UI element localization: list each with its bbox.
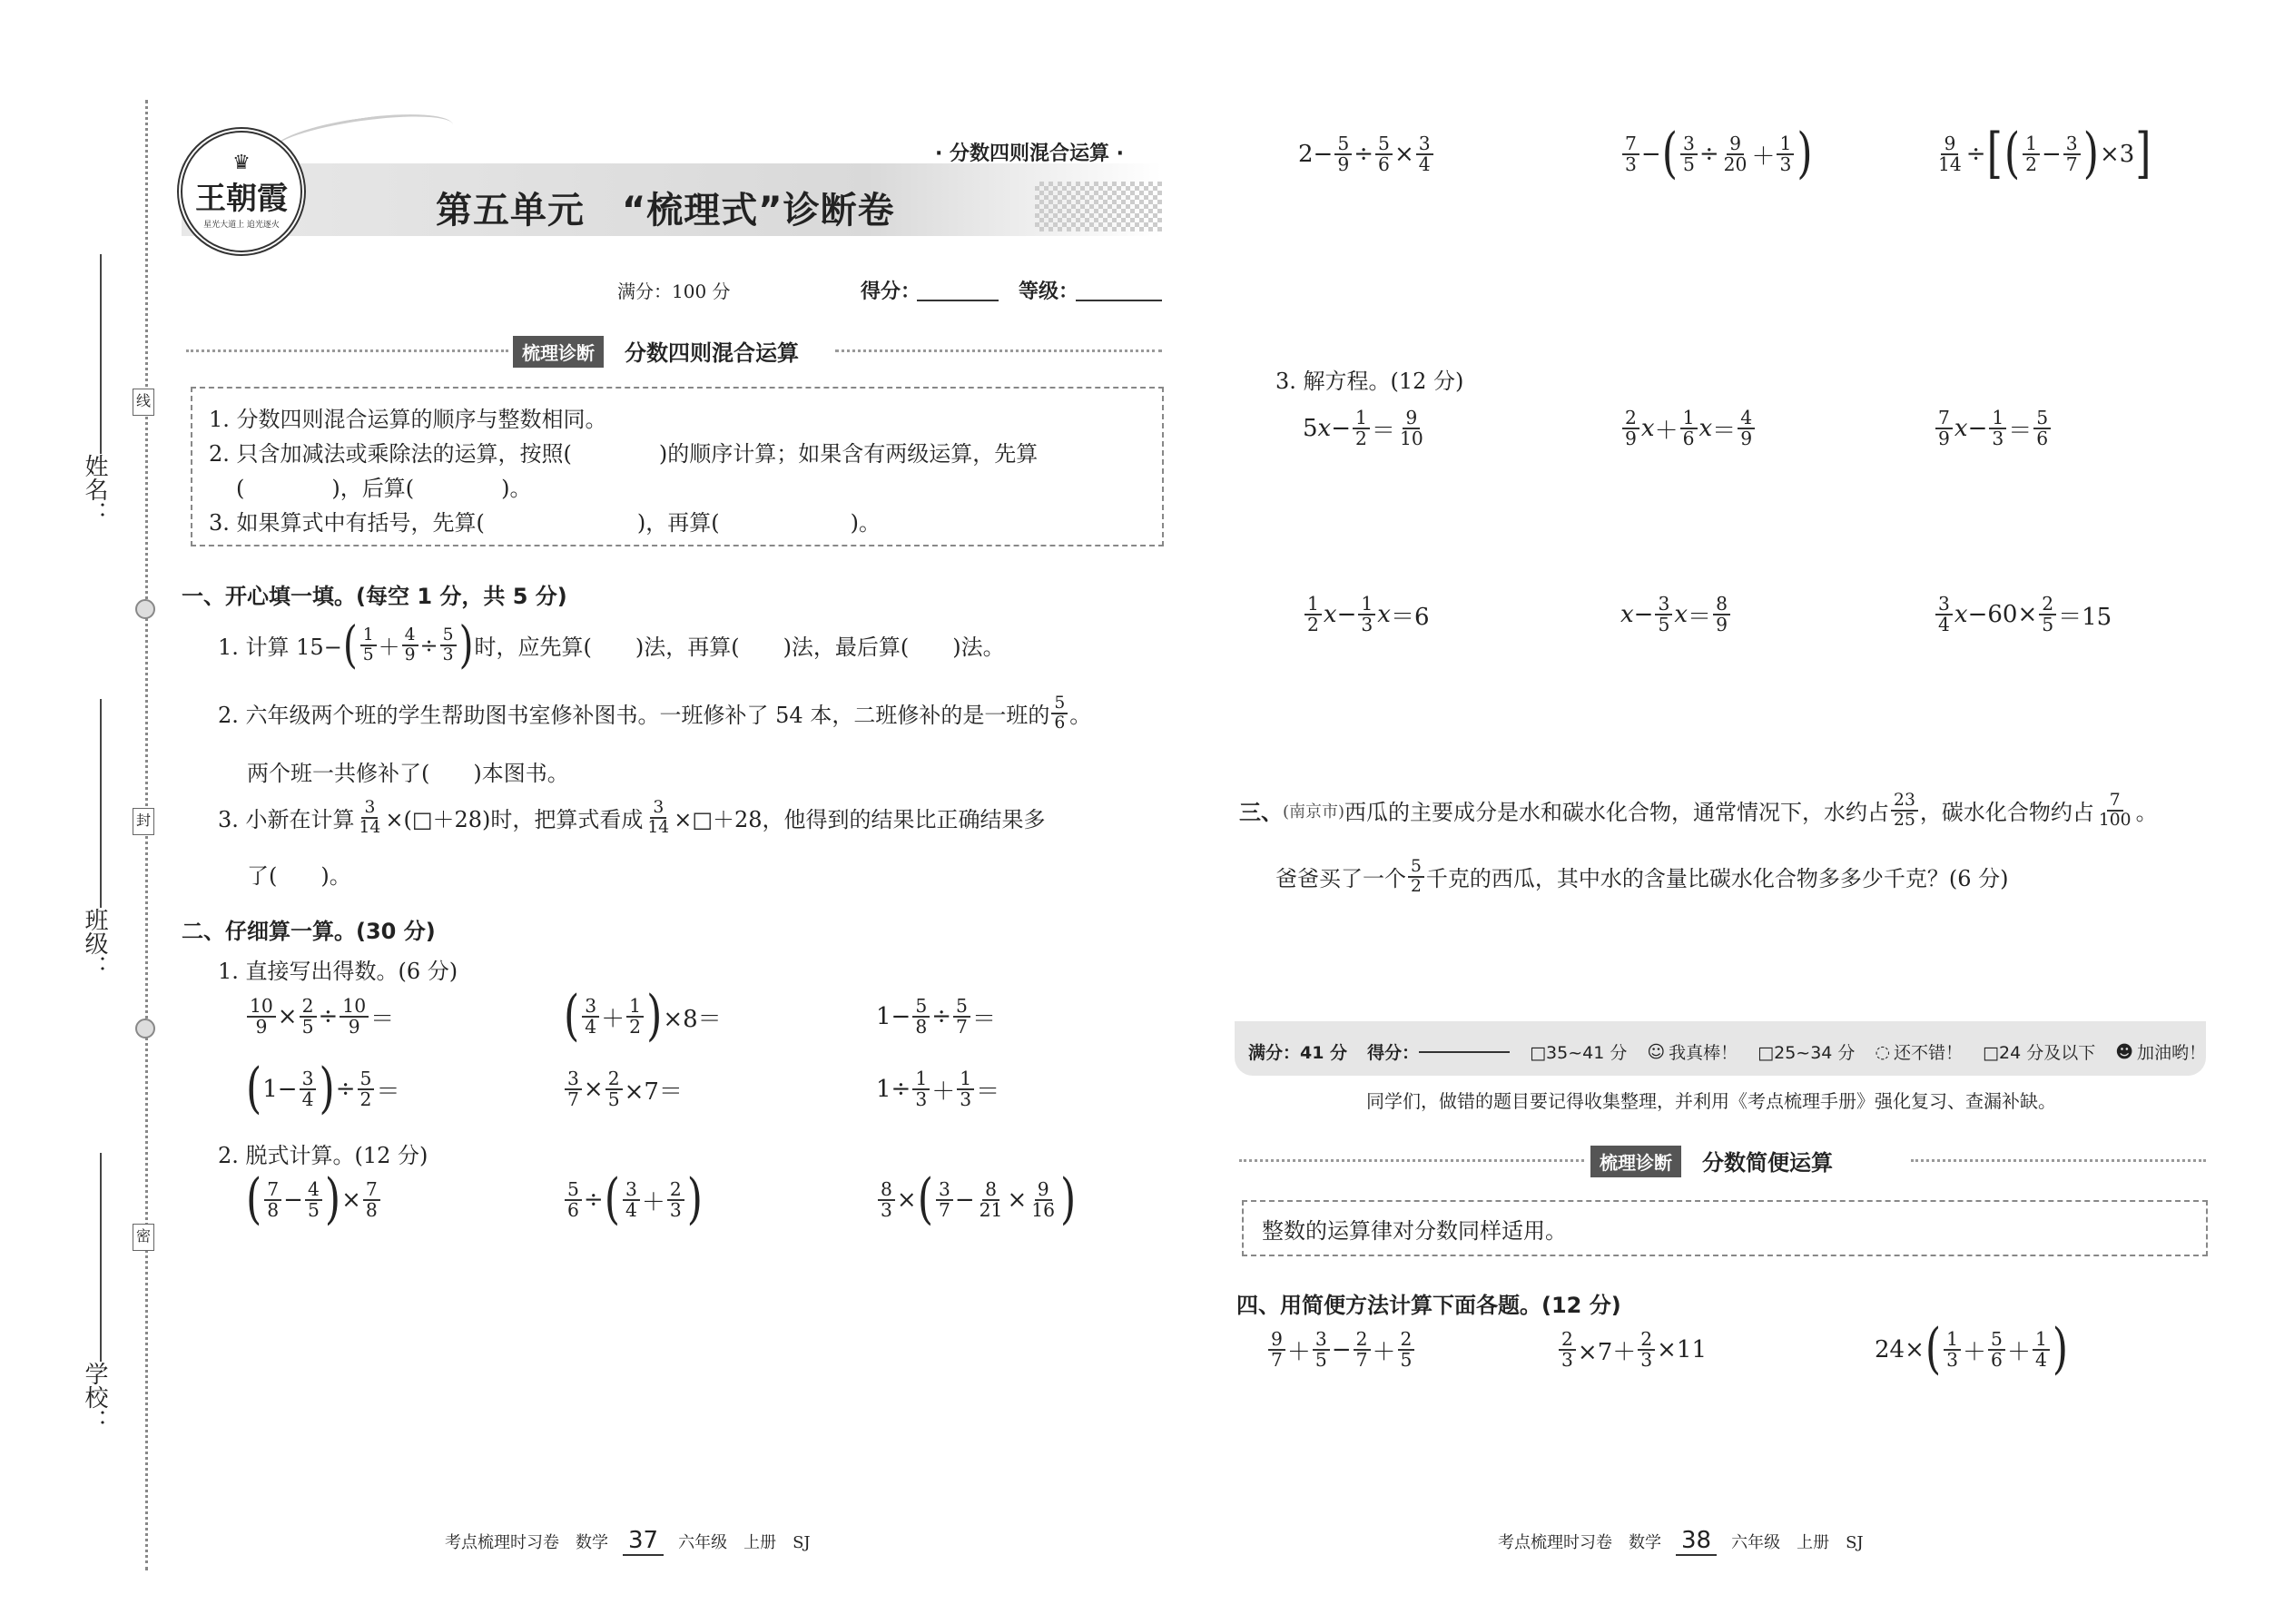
- score-bar-full: 满分：41 分: [1248, 1043, 1348, 1063]
- section-b-title: 分数简便运算: [1702, 1150, 1833, 1176]
- part2-title: 二、仔细算一算。(30 分): [182, 919, 436, 944]
- note-line-4: 3. 如果算式中有括号，先算( )，再算( )。: [209, 510, 881, 536]
- step-calc-3: $\frac{8}{3}$ × ( $\frac{3}{7}$ − $\frac{8}{21}$ × $\frac{9}{16}$ ): [876, 1180, 1077, 1221]
- step-calc-4: 2− $\frac{5}{9}$ ÷ $\frac{5}{6}$ × $\frac{3}{4}$: [1298, 134, 1435, 175]
- logo-text: 王朝霞: [195, 181, 288, 217]
- page-title: 第五单元 “梳理式”诊断卷: [436, 190, 895, 231]
- section-b-divider-right: [1911, 1159, 2206, 1162]
- simple-calc-1: $\frac{9}{7}$ ＋ $\frac{3}{5}$ − $\frac{2}{7}$ ＋ $\frac{2}{5}$: [1266, 1330, 1416, 1371]
- school-line: [100, 1153, 102, 1362]
- equation-6: $\frac{3}{4}$ x −60× $\frac{2}{5}$ ＝15: [1934, 595, 2112, 635]
- class-label: 班级：: [81, 908, 108, 979]
- q1-prefix: 1. 计算 15−: [218, 635, 342, 661]
- part3-text1: 西瓜的主要成分是水和碳水化合物，通常情况下，水约占: [1344, 800, 1890, 826]
- checker-pattern: [1035, 182, 1162, 231]
- section-b-tag: 梳理诊断: [1590, 1146, 1681, 1177]
- cheer-face-icon: ☻: [2115, 1041, 2134, 1062]
- footer-left-series: 考点梳理时习卷 数学: [445, 1533, 608, 1552]
- grade-label: 等级：: [1019, 281, 1079, 303]
- section-divider-left: [186, 349, 508, 352]
- calc-6: 1÷ $\frac{1}{3}$ ＋ $\frac{1}{3}$ ＝: [876, 1068, 1000, 1111]
- section-b-divider-left: [1239, 1159, 1584, 1162]
- ribbon-decoration: [271, 105, 456, 169]
- range-3-text: 加油哟！: [2137, 1043, 2207, 1063]
- crown-icon: ♛: [232, 152, 251, 174]
- step-calc-5: $\frac{7}{3}$ − ( $\frac{3}{5}$ ÷ $\frac{9}{20}$ ＋ $\frac{1}{3}$ ): [1620, 134, 1814, 175]
- score-bar-content: [1248, 1039, 2206, 1064]
- step-calc-1: ( $\frac{7}{8}$ − $\frac{4}{5}$ ) × $\frac{7}{8}$: [245, 1180, 382, 1221]
- score-label: 得分：: [861, 281, 921, 303]
- question-2: 2. 六年级两个班的学生帮助图书室修补图书。一班修补了 54 本，二班修补的是一班的 $\frac{5}{6}$ 。: [218, 694, 1092, 733]
- simple-calc-3: 24× ( $\frac{1}{3}$ ＋ $\frac{5}{6}$ ＋ $\frac{1}{4}$ ): [1875, 1318, 2069, 1381]
- section-tag: 梳理诊断: [513, 336, 604, 368]
- footer-left-grade: 六年级 上册 SJ: [678, 1533, 811, 1552]
- section-title: 分数四则混合运算: [625, 340, 799, 366]
- binding-hole-icon: [135, 1019, 155, 1038]
- ok-face-icon: ◌: [1875, 1041, 1891, 1062]
- equation-3: $\frac{7}{9}$ x − $\frac{1}{3}$ ＝ $\frac{5}{6}$: [1934, 408, 2053, 449]
- range-2-text: 还不错！: [1894, 1043, 1964, 1063]
- grade-line: [1076, 300, 1162, 301]
- score-line: [917, 300, 999, 301]
- note-b-text: 整数的运算律对分数同样适用。: [1262, 1218, 1567, 1244]
- top-topic-tag: · 分数四则混合运算 ·: [935, 143, 1125, 165]
- cut-mark-1: 线: [133, 389, 154, 416]
- part3-prefix: 三、: [1239, 800, 1283, 826]
- note-line-1: 1. 分数四则混合运算的顺序与整数相同。: [209, 407, 607, 432]
- part2-sub2: 2. 脱式计算。(12 分): [218, 1143, 428, 1168]
- footer-left: [445, 1527, 811, 1556]
- equation-4: $\frac{1}{2}$ x − $\frac{1}{3}$ x ＝6: [1303, 595, 1430, 635]
- note-line-2: 2. 只含加减法或乘除法的运算，按照( )的顺序计算；如果含有两级运算，先算: [209, 441, 1039, 467]
- part4-title: 四、用简便方法计算下面各题。(12 分): [1236, 1293, 1621, 1318]
- note-line-3: ( )，后算( )。: [236, 476, 532, 501]
- q3-a: 3. 小新在计算: [218, 807, 355, 833]
- calc-2: ( $\frac{3}{4}$ ＋ $\frac{1}{2}$ ) ×8＝: [564, 985, 722, 1048]
- footer-right: [1498, 1527, 1864, 1556]
- part2-sub1: 1. 直接写出得数。(6 分): [218, 959, 458, 984]
- binding-hole-icon: [135, 599, 155, 619]
- calc-3: 1− $\frac{5}{8}$ ÷ $\frac{5}{7}$ ＝: [876, 995, 996, 1038]
- q3-line2: 了( )。: [247, 863, 351, 889]
- equation-1: 5 x − $\frac{1}{2}$ ＝ $\frac{9}{10}$: [1303, 407, 1423, 450]
- q3-c: ×□＋28，他得到的结果比正确结果多: [674, 807, 1046, 833]
- range-3: □24 分及以下: [1983, 1043, 2096, 1063]
- calc-1: $\frac{10}{9}$ × $\frac{2}{5}$ ÷ $\frac{10}{9}$ ＝: [245, 997, 394, 1038]
- name-label: 姓名：: [81, 454, 108, 525]
- part3-line2a: 爸爸买了一个: [1275, 866, 1406, 892]
- footer-right-grade: 六年级 上册 SJ: [1731, 1533, 1864, 1552]
- class-line: [100, 699, 102, 908]
- binding-dotted-line: [145, 100, 148, 1570]
- page-number-37: 37: [623, 1527, 664, 1556]
- q1-suffix: 时，应先算( )法，再算( )法，最后算( )法。: [474, 635, 1005, 661]
- part1-title: 一、开心填一填。(每空 1 分，共 5 分): [182, 584, 567, 609]
- calc-4: ( 1− $\frac{3}{4}$ ) ÷ $\frac{5}{2}$ ＝: [246, 1058, 400, 1120]
- cut-mark-3: 密: [133, 1224, 154, 1251]
- score-bar-line: [1419, 1051, 1510, 1053]
- part3-text2: ，碳水化合物约占: [1919, 800, 2094, 826]
- range-1: □35~41 分: [1530, 1043, 1628, 1063]
- logo-motto: 星光大道上 追光逐火: [203, 221, 280, 230]
- equation-2: $\frac{2}{9}$ x ＋ $\frac{1}{6}$ x ＝ $\frac{4}{9}$: [1620, 408, 1757, 449]
- step-calc-2: $\frac{5}{6}$ ÷ ( $\frac{3}{4}$ ＋ $\frac{2}{3}$ ): [563, 1180, 704, 1221]
- full-score: 满分：100 分: [617, 281, 731, 302]
- footer-right-series: 考点梳理时习卷 数学: [1498, 1533, 1661, 1552]
- part3-city: (南京市): [1283, 802, 1345, 822]
- step-calc-6: $\frac{9}{14}$ ÷ [ ( $\frac{1}{2}$ − $\frac{3}{7}$ ) ×3 ]: [1938, 123, 2151, 185]
- question-3: 3. 小新在计算 $\frac{3}{14}$ ×(□＋28)时，把算式看成 $\frac{3}{14}$ ×□＋28，他得到的结果比正确结果多: [218, 798, 1046, 837]
- calc-5: $\frac{3}{7}$ × $\frac{2}{5}$ ×7＝: [563, 1069, 683, 1110]
- range-2: □25~34 分: [1757, 1043, 1856, 1063]
- part2-sub3: 3. 解方程。(12 分): [1275, 369, 1464, 394]
- smile-face-icon: ☺: [1647, 1041, 1666, 1062]
- question-1: 1. 计算 15− ( $\frac{1}{5}$ ＋ $\frac{4}{9}$ ÷ $\frac{5}{3}$ ) 时，应先算( )法，再算( )法，最后算( )法。: [218, 615, 1005, 674]
- part3-text3: 。: [2135, 800, 2158, 826]
- q2-line2: 两个班一共修补了( )本图书。: [247, 761, 569, 786]
- q3-b: ×(□＋28)时，把算式看成: [385, 807, 644, 833]
- page-number-38: 38: [1676, 1527, 1717, 1556]
- part3-problem: 三、 (南京市) 西瓜的主要成分是水和碳水化合物，通常情况下，水约占 $\frac{23}{25}$ ，碳水化合物约占 $\frac{7}{100}$ 。: [1239, 791, 2158, 830]
- part3-line2b: 千克的西瓜，其中水的含量比碳水化合物多多少千克？(6 分): [1425, 866, 2009, 892]
- section-divider-right: [835, 349, 1162, 352]
- equation-5: x − $\frac{3}{5}$ x ＝ $\frac{8}{9}$: [1620, 595, 1732, 635]
- name-line: [100, 254, 102, 454]
- range-1-text: 我真棒！: [1669, 1043, 1738, 1063]
- logo-badge: [177, 127, 306, 256]
- school-label: 学校：: [81, 1362, 108, 1432]
- cut-mark-2: 封: [133, 808, 154, 835]
- part3-line2: 爸爸买了一个 $\frac{5}{2}$ 千克的西瓜，其中水的含量比碳水化合物多多少千克？(6 分): [1275, 857, 2009, 896]
- score-bar-score: 得分：: [1367, 1043, 1420, 1063]
- reminder-text: 同学们，做错的题目要记得收集整理，并利用《考点梳理手册》强化复习、查漏补缺。: [1366, 1090, 2056, 1112]
- q2-line1: 2. 六年级两个班的学生帮助图书室修补图书。一班修补了 54 本，二班修补的是一班的: [218, 703, 1050, 729]
- simple-calc-2: $\frac{2}{3}$ ×7＋ $\frac{2}{3}$ ×11: [1557, 1330, 1707, 1371]
